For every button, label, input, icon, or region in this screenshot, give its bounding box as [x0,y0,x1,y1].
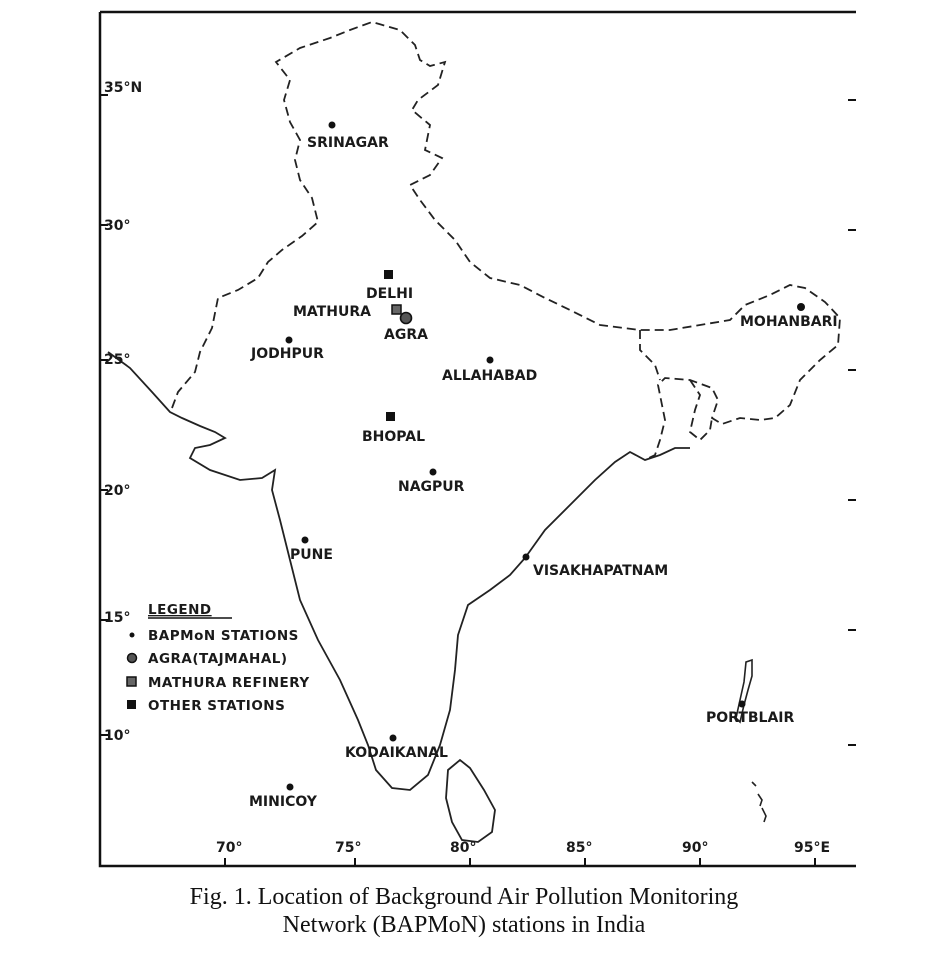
latitude-labels [104,80,142,744]
label-allahabad: ALLAHABAD [442,368,538,384]
station-marker-portblair[interactable] [739,701,746,708]
label-bhopal: BHOPAL [362,429,426,445]
label-visakhapatnam: VISAKHAPATNAM [533,563,669,579]
station-marker-mathura[interactable] [392,305,401,314]
label-minicoy: MINICOY [249,794,317,810]
station-marker-pune[interactable] [302,537,309,544]
lat-label-30: 30° [104,218,131,234]
figure-caption-line-2: Network (BAPMoN) stations in India [282,912,646,938]
label-pune: PUNE [290,547,333,563]
map-frame [100,12,856,866]
lon-label-95: 95°E [794,840,831,856]
station-marker-srinagar[interactable] [329,122,336,129]
lat-label-15: 15° [104,610,131,626]
nicobar-islands [752,782,766,822]
legend-item-other: OTHER STATIONS [148,698,286,714]
label-srinagar: SRINAGAR [307,135,389,151]
label-mathura: MATHURA [293,304,371,320]
lat-label-10: 10° [104,728,131,744]
station-marker-mohanbari[interactable] [797,303,805,311]
station-marker-allahabad[interactable] [487,357,494,364]
station-marker-delhi[interactable] [384,270,393,279]
lat-label-35: 35°N [104,80,143,96]
label-kodaikanal: KODAIKANAL [345,745,448,761]
lat-label-20: 20° [104,483,131,499]
sri-lanka [446,760,495,842]
legend-hatched-square-symbol [127,677,136,686]
international-border [172,22,840,460]
legend-filled-square-symbol [127,700,136,709]
bangladesh-border [640,330,712,440]
station-marker-minicoy[interactable] [287,784,294,791]
lon-label-70: 70° [216,840,243,856]
label-nagpur: NAGPUR [398,479,465,495]
label-delhi: DELHI [366,286,414,302]
lon-label-90: 90° [682,840,709,856]
station-marker-agra[interactable] [401,313,412,324]
lon-label-85: 85° [566,840,593,856]
longitude-labels [216,840,830,856]
label-mohanbari: MOHANBARI [740,314,838,330]
legend-ring-symbol [128,654,137,663]
station-markers [286,122,806,791]
station-marker-bhopal[interactable] [386,412,395,421]
station-marker-visakhapatnam[interactable] [523,554,530,561]
figure-caption-line-1: Fig. 1. Location of Background Air Pollution Monitoring [189,884,739,910]
station-labels [249,135,838,810]
lon-label-80: 80° [450,840,477,856]
label-jodhpur: JODHPUR [251,346,324,362]
legend-title: LEGEND [148,602,212,618]
legend [127,602,310,714]
station-marker-jodhpur[interactable] [286,337,293,344]
station-marker-kodaikanal[interactable] [390,735,397,742]
legend-item-agra: AGRA(TAJMAHAL) [148,651,288,667]
legend-item-mathura: MATHURA REFINERY [148,675,310,691]
label-portblair: PORTBLAIR [706,710,795,726]
station-marker-nagpur[interactable] [430,469,437,476]
frame-ticks [100,95,856,866]
legend-dot-symbol [130,633,135,638]
legend-item-bapmon: BAPMoN STATIONS [148,628,299,644]
lon-label-75: 75° [335,840,362,856]
lat-label-25: 25° [104,352,131,368]
label-agra: AGRA [384,327,428,343]
